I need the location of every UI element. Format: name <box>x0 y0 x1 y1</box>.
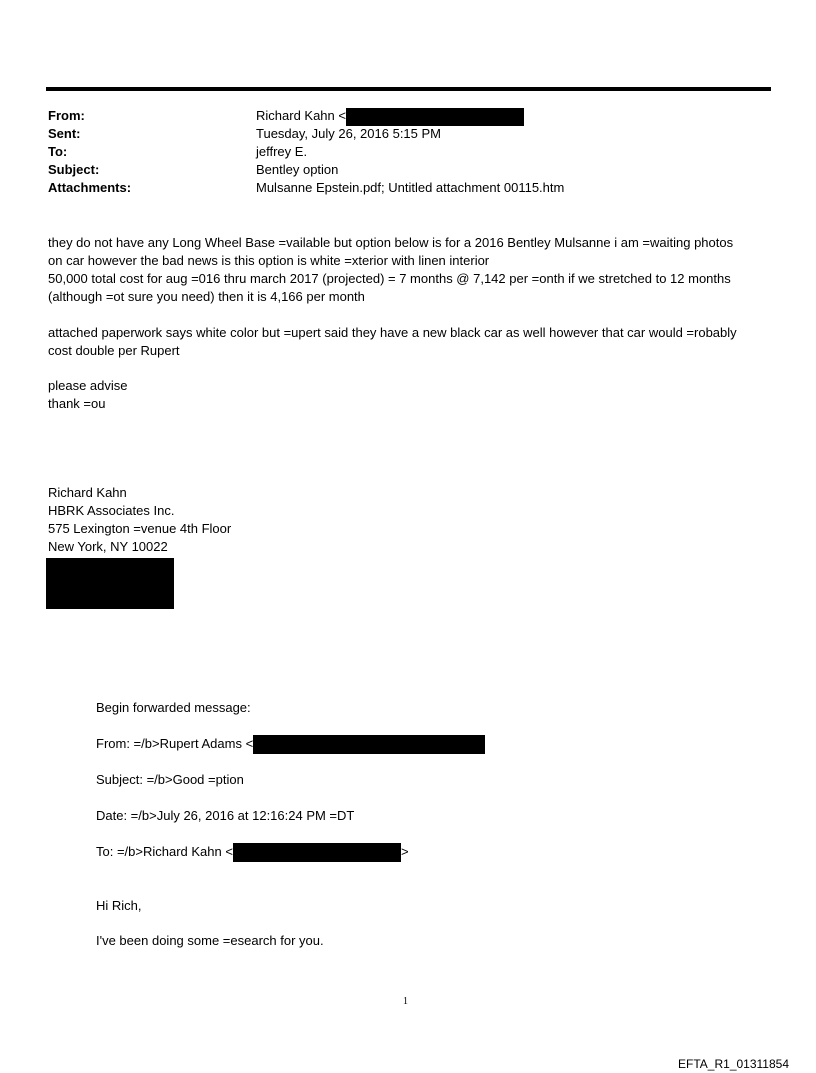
from-sender: Richard Kahn < <box>256 108 346 123</box>
forward-to <box>96 843 409 861</box>
forward-from <box>96 735 485 753</box>
body-line: on car however the bad news is this option is white =xterior with linen interior <box>48 253 490 268</box>
forward-date: Date: =/b>July 26, 2016 at 12:16:24 PM =DT <box>96 808 355 823</box>
forward-message-text: I've been doing some =esearch for you. <box>96 933 324 948</box>
body-line: please advise <box>48 378 128 393</box>
body-line: they do not have any Long Wheel Base =vailable but option below is for a 2016 Bentley Mulsanne i am =waiting photos <box>48 235 734 250</box>
message-closing <box>48 377 778 413</box>
redaction-box <box>233 843 401 862</box>
top-rule <box>46 87 771 91</box>
signature <box>48 484 778 556</box>
signature-company: HBRK Associates Inc. <box>48 503 175 518</box>
forward-subject: Subject: =/b>Good =ption <box>96 772 244 787</box>
body-line: thank =ou <box>48 396 106 411</box>
from-value <box>256 107 524 126</box>
message-body <box>48 234 778 306</box>
redaction-box <box>253 735 485 754</box>
forward-from-text: From: =/b>Rupert Adams < <box>96 736 254 751</box>
redaction-box <box>46 558 174 609</box>
forward-to-text: To: =/b>Richard Kahn < <box>96 844 233 859</box>
sent-label: Sent: <box>48 126 81 141</box>
forward-intro: Begin forwarded message: <box>96 700 251 715</box>
message-paragraph <box>48 324 778 360</box>
subject-value: Bentley option <box>256 162 339 177</box>
to-label: To: <box>48 144 68 159</box>
redaction-box <box>346 108 524 126</box>
body-line: (although =ot sure you need) then it is 4,166 per month <box>48 289 365 304</box>
from-label: From: <box>48 108 85 123</box>
signature-address: 575 Lexington =venue 4th Floor <box>48 521 232 536</box>
body-line: cost double per Rupert <box>48 343 180 358</box>
document-id: EFTA_R1_01311854 <box>678 1057 789 1071</box>
subject-label: Subject: <box>48 162 100 177</box>
signature-name: Richard Kahn <box>48 485 127 500</box>
sent-value: Tuesday, July 26, 2016 5:15 PM <box>256 126 441 141</box>
signature-city: New York, NY 10022 <box>48 539 168 554</box>
to-value: jeffrey E. <box>256 144 308 159</box>
body-line: 50,000 total cost for aug =016 thru march 2017 (projected) = 7 months @ 7,142 per =onth if we stretched to 12 months <box>48 271 731 286</box>
forward-greeting: Hi Rich, <box>96 898 142 913</box>
attachments-value: Mulsanne Epstein.pdf; Untitled attachment 00115.htm <box>256 180 565 195</box>
forward-to-end: > <box>400 844 409 859</box>
body-line: attached paperwork says white color but =upert said they have a new black car as well however that car would =robably <box>48 325 737 340</box>
page-number: 1 <box>403 996 408 1007</box>
attachments-label: Attachments: <box>48 180 132 195</box>
